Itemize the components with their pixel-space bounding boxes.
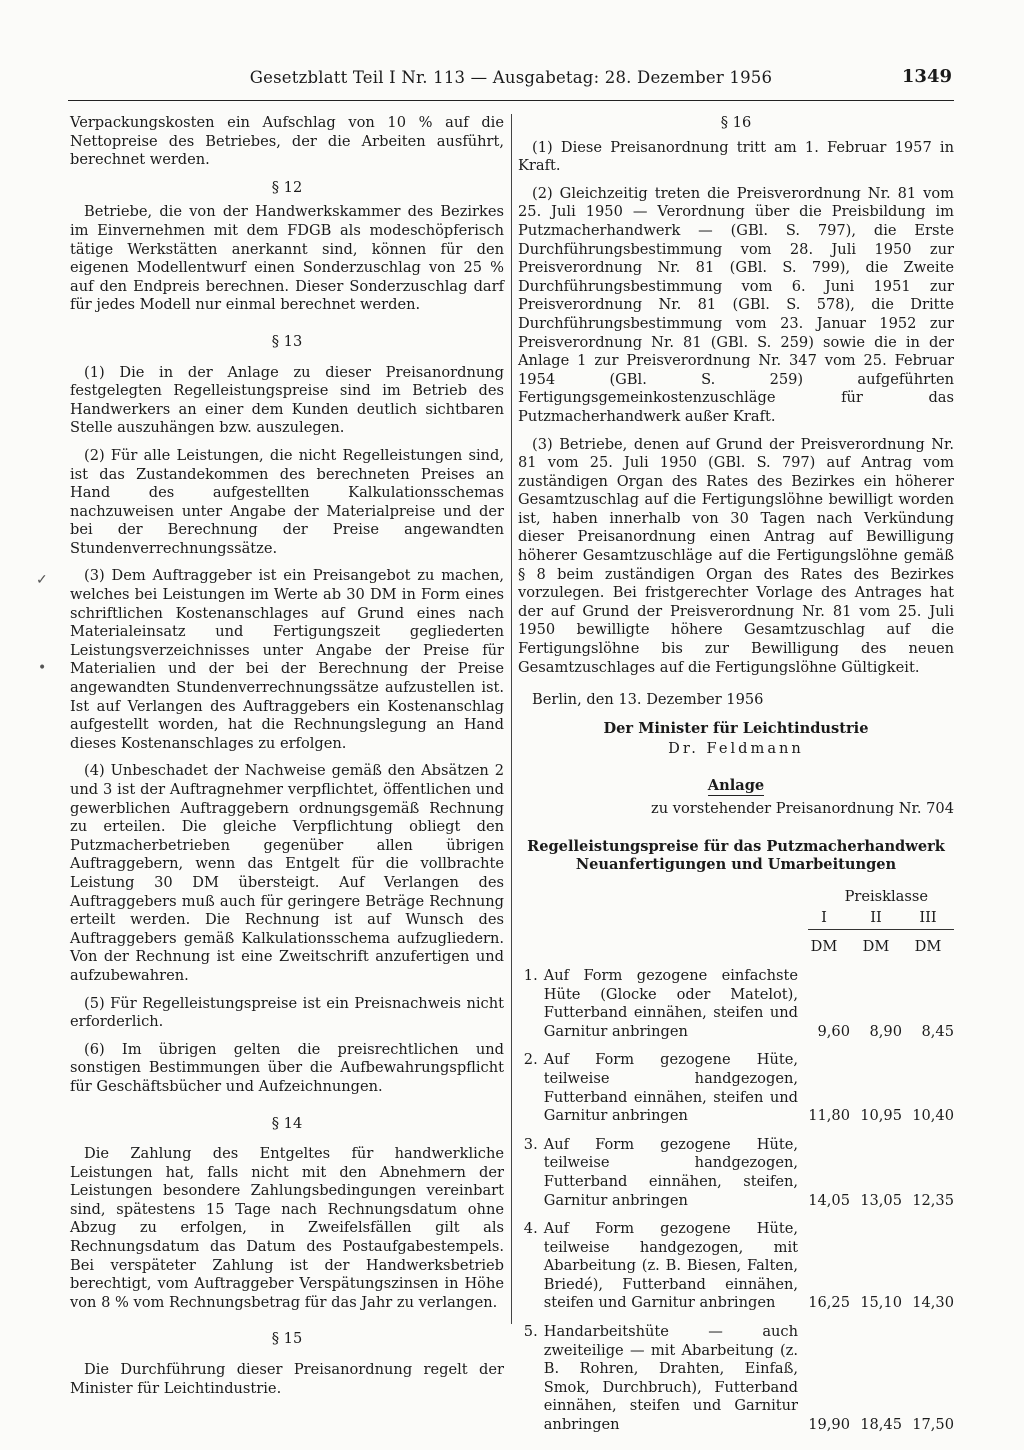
section-heading-14: § 14 [271,1114,303,1132]
currency-label: DM [862,938,890,956]
price-cell: 8,90 [869,1022,902,1040]
table-row [518,1051,954,1125]
section-heading-16: § 16 [720,114,752,131]
price-cell: 8,45 [921,1022,954,1040]
left-column [70,114,504,1407]
price-cell: 14,30 [912,1294,954,1312]
price-cell: 12,35 [912,1191,954,1209]
price-cell: 10,40 [912,1107,954,1125]
item-prices [798,1023,954,1042]
item-number: 3. [523,1135,538,1153]
price-table [518,967,954,1435]
header-title: Gesetzblatt Teil I Nr. 113 — Ausgabetag: 28. Dezember 1956 [249,68,773,87]
item-description: Auf Form gezogene Hüte, teilweise handgezogen, Futterband einnähen, steifen und Garnitur anbringen [543,1051,798,1125]
section-heading-12: § 12 [271,178,303,196]
paragraph-15: Die Durchführung dieser Preisanordnung regelt der Minister für Leichtindustrie. [70,1361,504,1397]
signature-title: Der Minister für Leichtindustrie [603,719,869,737]
price-cell: 15,10 [860,1294,902,1312]
price-cell: 18,45 [860,1416,902,1434]
table-row [518,1323,954,1435]
item-prices [798,1107,954,1126]
paragraph-12: Betriebe, die von der Handwerkskammer des Bezirkes im Einvernehmen mit dem FDGB als modeschöpferisch tätige Werkstätten anerkannt sind, können für den eigenen Modellentwurf einen Sonderzuschlag von 25 % auf den Endpreis berechnen. Dieser Sonderzuschlag darf für jedes Modell nur einmal berechnet werden. [70,203,504,314]
item-number: 5. [523,1323,538,1341]
paragraph-16-2: (2) Gleichzeitig treten die Preisverordnung Nr. 81 vom 25. Juli 1950 — Verordnung über die Preisbildung im Putzmacherhandwerk — (GBl. S. 797), die Erste Durchführungsbestimmung vom 28. Juli 1950 zur Preisverordnung Nr. 81 (GBl. S. 799), die Zweite Durchführungsbestimmung vom 6. Juni 1951 zur Preisverordnung Nr. 81 (GBl. S. 578), die Dritte Durchführungsbestimmung vom 23. Januar 1952 zur Preisverordnung Nr. 81 (GBl. S. 259) sowie die in der Anlage 1 zur Preisverordnung Nr. 347 vom 25. Februar 1954 (GBl. S. 259) aufgeführten Fertigungsgemeinkostenzuschläge für das Putzmacherhandwerk außer Kraft. [518,184,954,425]
price-cell: 9,60 [817,1022,850,1040]
item-description: Auf Form gezogene einfachste Hüte (Glocke oder Matelot), Futterband einnähen, steifen und Garnitur anbringen [543,966,798,1040]
price-cell: 13,05 [860,1191,902,1209]
class-header: I [821,908,827,926]
place-date: Berlin, den 13. Dezember 1956 [532,691,764,709]
anlage-heading [518,777,954,796]
paragraph-13-2: (2) Für alle Leistungen, die nicht Regelleistungen sind, ist das Zustandekommen des berechneten Preises an Hand des aufgestellten Kalkulationsschemas nachzuweisen unter Angabe der Materialpreise und der bei der Berechnung der Preise angewandten Stundenverrechnungssätze. [70,446,504,557]
anlage-label: Anlage [707,777,765,794]
item-description: Handarbeitshüte — auch zweiteilige — mit Abarbeitung (z. B. Rohren, Drahten, Einfaß, Smok, Durchbruch), Futterband einnähen, steifen und Garnitur anbringen [543,1323,798,1434]
item-prices [798,1294,954,1313]
item-number: 1. [523,966,538,984]
table-row [518,1220,954,1313]
price-cell: 11,80 [808,1107,850,1125]
margin-mark: ✓ [36,572,48,588]
price-cell: 17,50 [912,1416,954,1434]
price-cell: 16,25 [808,1294,850,1312]
class-header: III [919,908,937,926]
item-number: 4. [523,1220,538,1238]
table-row [518,1136,954,1210]
margin-mark: • [38,660,47,676]
right-column [518,114,954,1445]
price-class-heading: Preisklasse [844,888,928,906]
signature-name: Dr. Feldmann [668,740,804,758]
currency-label: DM [810,938,838,956]
table-title-line-1: Regelleistungspreise für das Putzmacherhandwerk [527,838,945,856]
paragraph-13-5: (5) Für Regelleistungspreise ist ein Preisnachweis nicht erforderlich. [70,994,504,1031]
paragraph-16-1: (1) Diese Preisanordnung tritt am 1. Februar 1957 in Kraft. [518,138,954,175]
table-row [518,967,954,1041]
paragraph-13-6: (6) Im übrigen gelten die preisrechtlichen und sonstigen Bestimmungen über die Aufbewahrungspflicht für Geschäftsbücher und Aufzeichnungen. [70,1040,504,1095]
page-header [68,64,954,101]
paragraph-14: Die Zahlung des Entgeltes für handwerkliche Leistungen hat, falls nicht mit den Abnehmern der Leistungen besondere Zahlungsbedingungen vereinbart sind, spätestens 15 Tage nach Rechnungsdatum ohne Abzug zu erfolgen, in Zweifelsfällen gilt als Rechnungsdatum das Datum des Postaufgabestempels. Bei verspäteter Zahlung ist der Handwerksbetrieb berechtigt, vom Auftraggeber Verspätungszinsen in Höhe von 8 % vom Rechnungsbetrag für das Jahr zu verlangen. [70,1145,504,1311]
paragraph-13-3: (3) Dem Auftraggeber ist ein Preisangebot zu machen, welches bei Leistungen im Werte ab 30 DM in Form eines schriftlichen Kostenanschlages auf Grund eines nach Materialeinsatz und Fertigungszeit gegliederten Leistungsverzeichnisses unter Angabe der Preise für Materialien und der bei der Berechnung der Preise angewandten Stundenverrechnungssätze aufzustellen ist. Ist auf Verlangen des Auftraggebers ein Kostenanschlag aufgestellt worden, hat die Rechnungslegung an Hand dieses Kostenanschlages zu erfolgen. [70,567,504,752]
section-heading-15: § 15 [271,1330,303,1348]
column-divider [511,114,512,1324]
price-class-rule [808,929,954,930]
item-number: 2. [523,1051,538,1069]
section-heading-13: § 13 [271,332,303,350]
paragraph-16-3: (3) Betriebe, denen auf Grund der Preisverordnung Nr. 81 vom 25. Juli 1950 (GBl. S. 797) auf Antrag vom zuständigen Organ des Rates des Bezirkes ein höherer Gesamtzuschlag auf die Fertigungslöhne bewilligt worden ist, haben innerhalb von 30 Tagen nach Verkündung dieser Preisanordnung einen Antrag auf Bewilligung höherer Gesamtzuschläge auf die Fertigungslöhne gemäß § 8 beim zuständigen Organ des Rates des Bezirkes vorzulegen. Bei fristgerechter Vorlage des Antrages hat der auf Grund der Preisverordnung Nr. 81 vom 25. Juli 1950 bewilligte höhere Gesamtzuschlag auf die Fertigungslöhne bis zur Bewilligung des neuen Gesamtzuschlages auf die Fertigungslöhne Gültigkeit. [518,435,954,676]
class-header: II [870,908,882,926]
item-prices [798,1192,954,1211]
price-cell: 19,90 [808,1416,850,1434]
price-cell: 14,05 [808,1191,850,1209]
item-description: Auf Form gezogene Hüte, teilweise handgezogen, Futterband einnähen, steifen, Garnitur anbringen [543,1135,798,1209]
item-prices [798,1416,954,1435]
currency-label: DM [914,938,942,956]
currency-row [518,938,954,957]
paragraph-13-4: (4) Unbeschadet der Nachweise gemäß den Absätzen 2 und 3 ist der Auftragnehmer verpflichtet, öffentlichen und gewerblichen Auftraggebern ordnungsgemäß Rechnung zu erteilen. Die gleiche Verpflichtung obliegt den Putzmacherbetrieben gegenüber allen übrigen Auftraggebern, wenn das Entgelt für die vollbrachte Leistung 30 DM übersteigt. Auf Verlangen des Auftraggebers muß auch für geringere Beträge Rechnung erteilt werden. Die Rechnung ist auf Wunsch des Auftraggebers gemäß Kalkulationsschema aufzugliedern. Von der Rechnung ist eine Zweitschrift anzufertigen und aufzubewahren. [70,762,504,984]
anlage-subtitle: zu vorstehender Preisanordnung Nr. 704 [651,799,954,817]
table-title-line-2: Neuanfertigungen und Umarbeitungen [575,856,897,874]
intro-paragraph: Verpackungskosten ein Aufschlag von 10 % auf die Nettopreise des Betriebes, der die Arbeiten ausführt, berechnet werden. [70,114,504,169]
price-class-row [518,909,954,928]
price-cell: 10,95 [860,1107,902,1125]
paragraph-13-1: (1) Die in der Anlage zu dieser Preisanordnung festgelegten Regelleistungspreise sind im Betrieb des Handwerkers an einer dem Kunden deutlich sichtbaren Stelle auszuhängen bzw. auszulegen. [70,363,504,437]
item-description: Auf Form gezogene Hüte, teilweise handgezogen, mit Abarbeitung (z. B. Biesen, Falten, Briedé), Futterband einnähen, steifen und Garnitur anbringen [543,1220,798,1312]
page-number: 1349 [901,66,952,87]
